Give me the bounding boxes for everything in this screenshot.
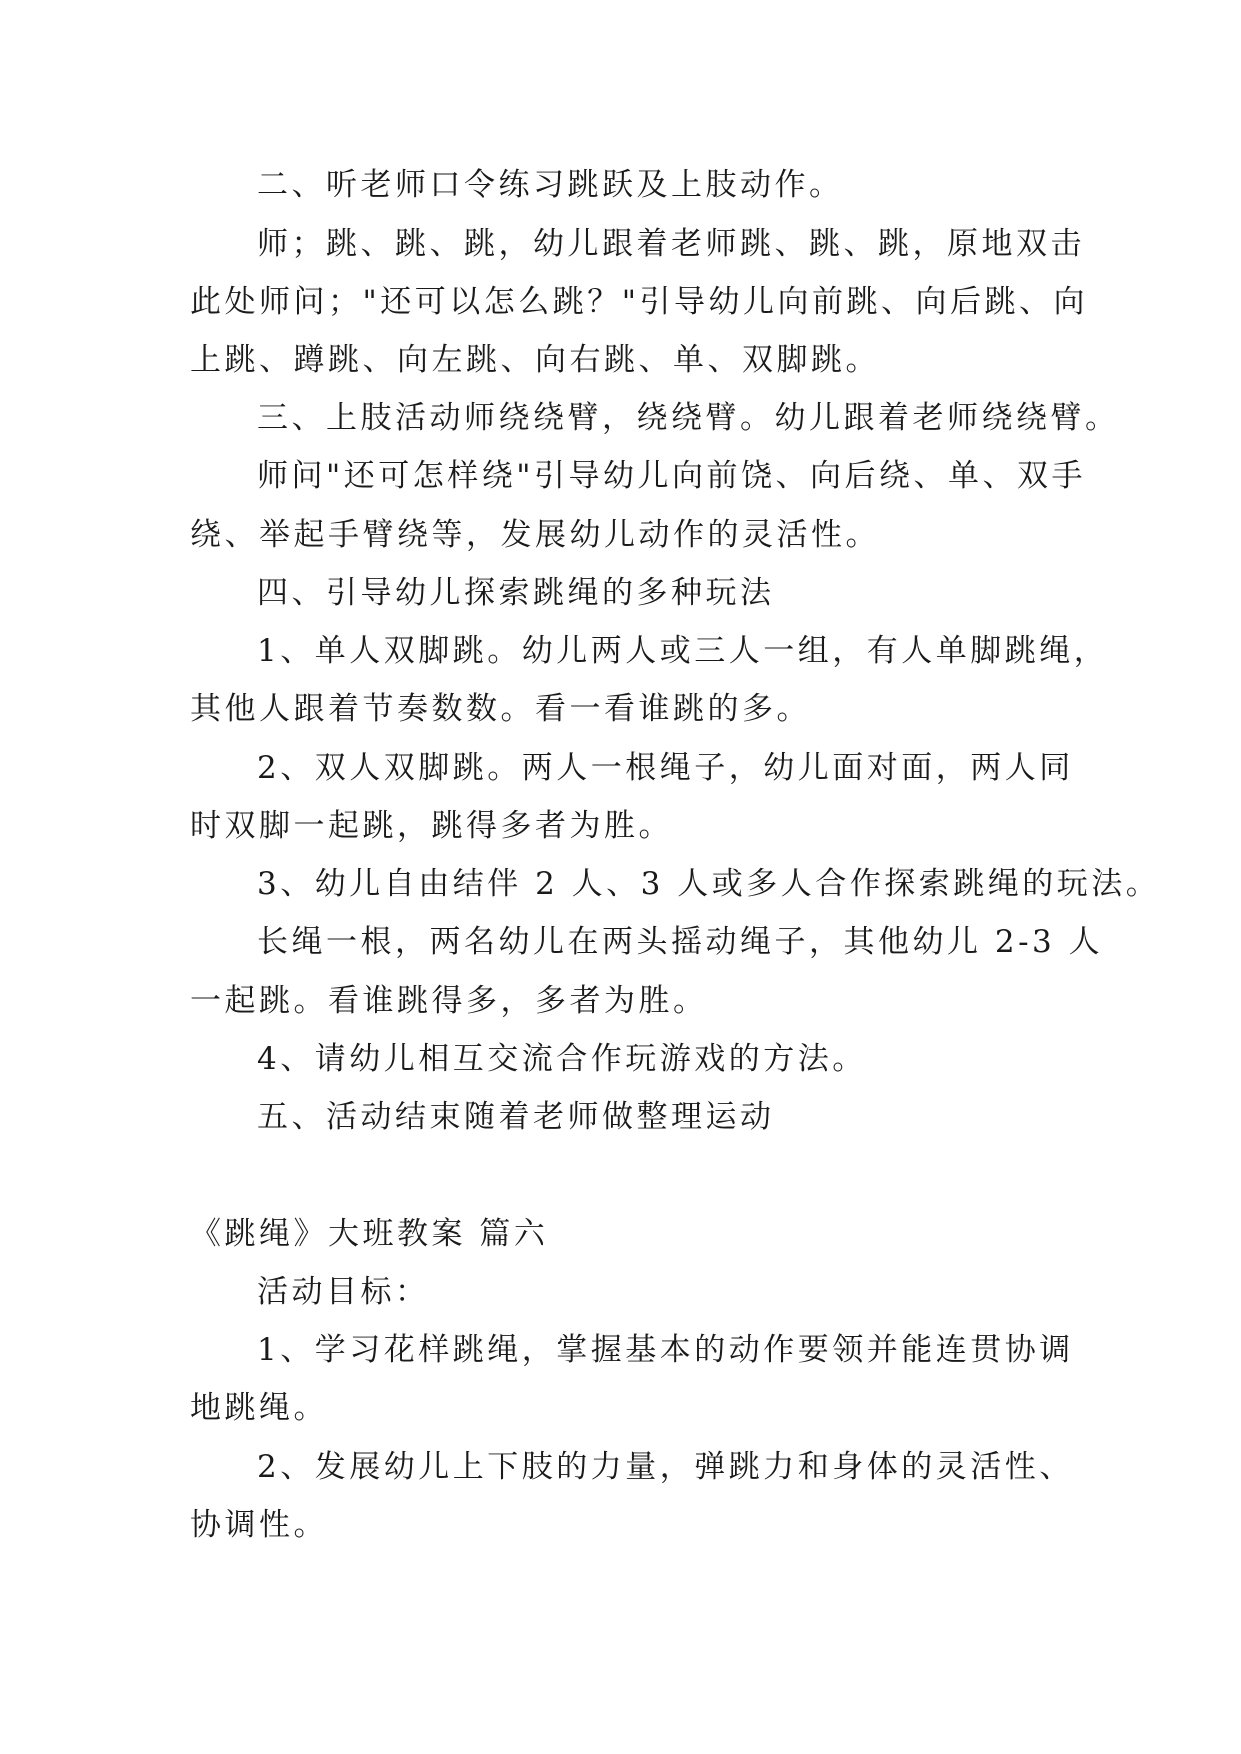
text-line: 其他人跟着节奏数数。看一看谁跳的多。 <box>190 691 811 727</box>
text-line: 二、听老师口令练习跳跃及上肢动作。 <box>257 167 844 203</box>
section-title: 《跳绳》大班教案 篇六 <box>190 1216 549 1252</box>
text-line: 师；跳、跳、跳，幼儿跟着老师跳、跳、跳，原地双击 <box>257 226 1085 262</box>
text-line: 活动目标： <box>257 1274 430 1310</box>
text-line: 1、学习花样跳绳，掌握基本的动作要领并能连贯协调 <box>257 1332 1074 1368</box>
text-line: 4、请幼儿相互交流合作玩游戏的方法。 <box>257 1041 867 1077</box>
text-line: 此处师问；"还可以怎么跳？"引导幼儿向前跳、向后跳、向 <box>190 284 1089 320</box>
text-line: 2、双人双脚跳。两人一根绳子，幼儿面对面，两人同 <box>257 750 1074 786</box>
text-line: 长绳一根，两名幼儿在两头摇动绳子，其他幼儿 2-3 人 <box>257 924 1104 960</box>
text-line: 五、活动结束随着老师做整理运动 <box>257 1099 775 1135</box>
text-line: 四、引导幼儿探索跳绳的多种玩法 <box>257 575 775 611</box>
text-line: 师问"还可怎样绕"引导幼儿向前饶、向后绕、单、双手 <box>257 458 1087 494</box>
text-line: 3、幼儿自由结伴 2 人、3 人或多人合作探索跳绳的玩法。 <box>257 866 1161 902</box>
text-line: 地跳绳。 <box>190 1390 328 1426</box>
text-line: 时双脚一起跳，跳得多者为胜。 <box>190 808 673 844</box>
text-line: 一起跳。看谁跳得多，多者为胜。 <box>190 983 708 1019</box>
text-line: 2、发展幼儿上下肢的力量，弹跳力和身体的灵活性、 <box>257 1449 1074 1485</box>
text-line: 绕、举起手臂绕等，发展幼儿动作的灵活性。 <box>190 517 880 553</box>
text-line: 三、上肢活动师绕绕臂，绕绕臂。幼儿跟着老师绕绕臂。 <box>257 400 1120 436</box>
text-line: 1、单人双脚跳。幼儿两人或三人一组，有人单脚跳绳， <box>257 633 1109 669</box>
text-line: 上跳、蹲跳、向左跳、向右跳、单、双脚跳。 <box>190 342 880 378</box>
text-line: 协调性。 <box>190 1507 328 1543</box>
